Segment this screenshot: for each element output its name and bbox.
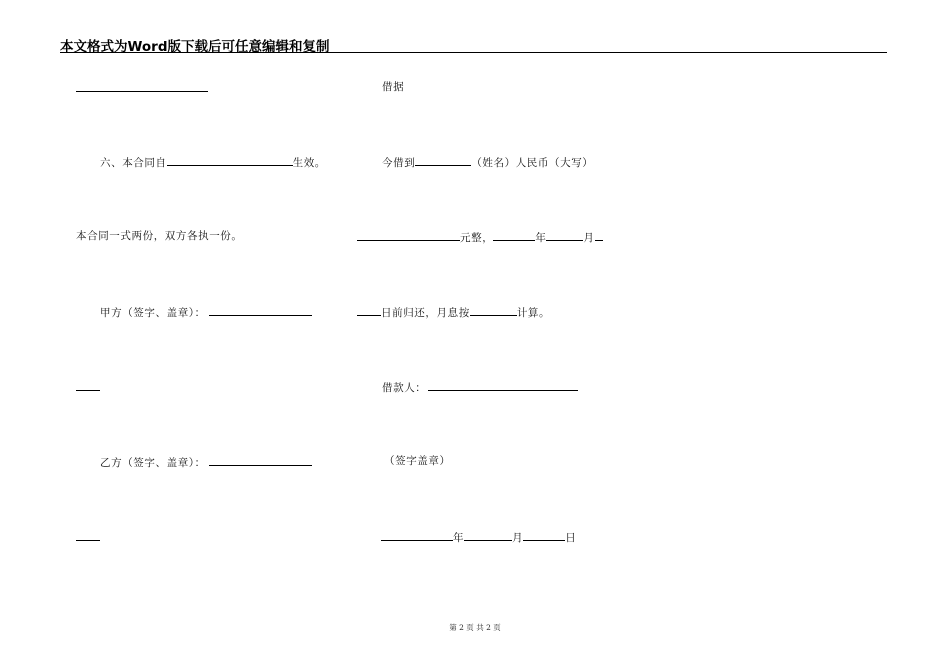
left-top-blank-line xyxy=(76,80,208,96)
month-blank xyxy=(546,229,583,241)
due-suffix: 日前归还，月息按 xyxy=(381,307,470,319)
date-day-label: 日 xyxy=(565,532,577,544)
effective-clause-suffix: 生效。 xyxy=(292,157,326,169)
party-b-blank xyxy=(209,454,312,466)
party-a-label: 甲方（签字、盖章）： xyxy=(100,307,206,319)
date-line xyxy=(381,529,576,545)
interest-suffix: 计算。 xyxy=(516,307,551,319)
borrower-label: 借款人： xyxy=(382,382,427,394)
iou-title: 借据 xyxy=(382,81,405,93)
header-divider xyxy=(60,52,887,53)
effective-clause-prefix: 六、本合同自 xyxy=(100,157,167,169)
party-b-label: 乙方（签字、盖章）： xyxy=(100,457,206,469)
day-blank xyxy=(357,304,381,316)
amount-line xyxy=(357,229,603,245)
due-line xyxy=(357,304,550,320)
date-month-label: 月 xyxy=(512,532,524,544)
effective-clause xyxy=(100,154,326,170)
document-header-title: 本文格式为Word版下载后可任意编辑和复制 xyxy=(60,39,330,55)
year-label: 年 xyxy=(535,232,547,244)
party-b-signature xyxy=(100,454,312,470)
page-number: 第 2 页 共 2 页 xyxy=(449,623,501,632)
amount-mid: 元整， xyxy=(460,232,494,244)
party-a-signature xyxy=(100,304,312,320)
blank-line xyxy=(76,80,208,92)
party-a-continuation xyxy=(76,379,100,395)
date-year-label: 年 xyxy=(453,532,465,544)
party-a-blank xyxy=(209,304,312,316)
party-b-continuation xyxy=(76,529,100,545)
borrow-mid: （姓名）人民币（大写） xyxy=(471,157,594,169)
day-blank-start xyxy=(595,229,603,241)
date-year-blank xyxy=(381,529,453,541)
year-blank xyxy=(493,229,535,241)
blank-line xyxy=(76,379,100,391)
effective-date-blank xyxy=(167,154,293,166)
date-month-blank xyxy=(464,529,512,541)
borrow-prefix: 今借到 xyxy=(382,157,416,169)
interest-blank xyxy=(470,304,517,316)
seal-note: （签字盖章） xyxy=(384,455,451,467)
borrower-blank xyxy=(428,379,578,391)
amount-blank xyxy=(357,229,460,241)
borrow-line xyxy=(382,154,593,170)
borrower-line xyxy=(382,379,578,395)
lender-name-blank xyxy=(415,154,471,166)
date-day-blank xyxy=(523,529,565,541)
month-label: 月 xyxy=(583,232,595,244)
blank-line xyxy=(76,529,100,541)
copies-clause: 本合同一式两份，双方各执一份。 xyxy=(76,230,243,242)
